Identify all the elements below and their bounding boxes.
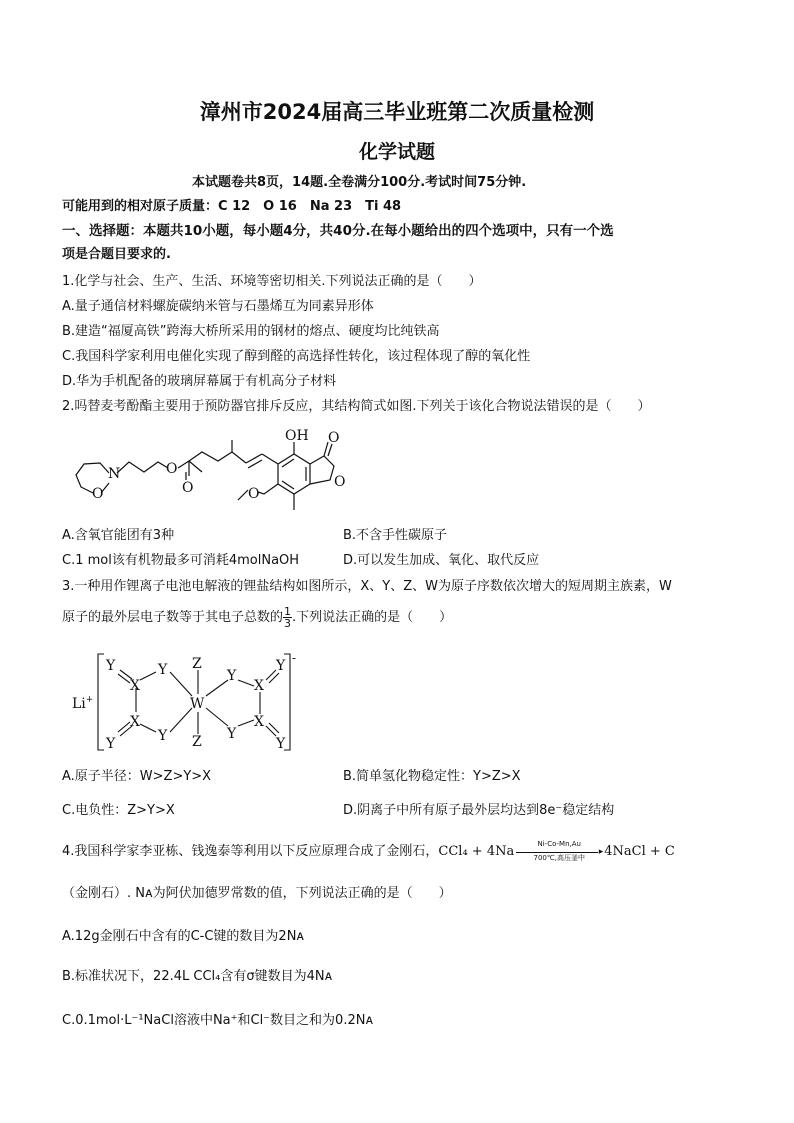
atom-o-carbonyl: O	[182, 480, 194, 496]
atom-o-ester: O	[166, 461, 178, 477]
atom-x2: X	[130, 714, 140, 730]
benzene-ring	[278, 454, 310, 494]
atom-n: N	[108, 466, 121, 482]
q3-option-b: B.简单氢化物稳定性：Y>Z>X	[343, 769, 521, 784]
ester-bond	[178, 461, 202, 472]
ch2-link	[262, 454, 278, 464]
atom-y4: Y	[158, 728, 168, 744]
arrow-condition-bottom: 700℃,高压釜中	[533, 854, 585, 862]
atom-o-lactone: O	[334, 474, 346, 490]
atom-oh: OH	[285, 428, 309, 444]
q4-product: 4NaCl + C	[604, 844, 675, 859]
lactone-ring	[310, 456, 334, 484]
q3-stem-line1: 3.一种用作锂离子电池电解液的锂盐结构如图所示，X、Y、Z、W为原子序数依次增大的短周期主族素，W	[62, 579, 672, 594]
atomic-mass-line	[62, 198, 401, 216]
label-li	[72, 695, 93, 712]
bond-y-x-bottom-left-double	[118, 722, 130, 732]
atom-y1: Y	[106, 658, 116, 674]
subject-title: 化学试题	[358, 141, 435, 163]
bond-y-w-top-left	[170, 672, 192, 696]
bond-x-y-top-right-double	[269, 673, 279, 683]
arrow-condition-top: Ni-Co-Mn,Au	[537, 840, 581, 848]
q2-option-a: A.含氧官能团有3种	[62, 528, 175, 543]
exam-title: 漳州市2024届高三毕业班第二次质量检测	[199, 100, 595, 124]
atom-w: W	[190, 696, 205, 712]
atom-y3: Y	[106, 736, 116, 752]
q3-stem-line2	[62, 606, 452, 629]
atom-z2: Z	[192, 734, 202, 750]
atom-x1: X	[130, 678, 140, 694]
atom-z1: Z	[192, 656, 202, 672]
ethyl-chain	[117, 462, 168, 473]
atomic-mass-values: C 12 O 16 Na 23 Ti 48	[218, 199, 402, 214]
atom-y6: Y	[276, 658, 286, 674]
q4-option-a: A.12g金刚石中含有的C-C键的数目为2Nᴀ	[62, 929, 305, 944]
bond-y-x-top-left-double	[118, 674, 130, 683]
q4-option-b: B.标准状况下，22.4L CCl₄含有σ键数目为4Nᴀ	[62, 969, 333, 984]
q2-structure-diagram	[62, 428, 372, 523]
li-symbol: Li	[72, 696, 86, 712]
li-charge: +	[85, 695, 94, 705]
bond-x-y-bottom-right	[266, 726, 276, 736]
atom-o-ring: O	[92, 486, 104, 502]
q2-stem: 2.吗替麦考酚酯主要用于预防器官排斥反应，其结构简式如图.下列关于该化合物说法错误的是（ ）	[62, 399, 651, 414]
fraction-denominator: 3	[284, 617, 292, 630]
q3-stem-post: .下列说法正确的是（ ）	[292, 610, 453, 625]
atom-y2: Y	[158, 662, 168, 678]
arrow-shaft	[516, 852, 598, 853]
bond-x-y-top	[140, 672, 156, 680]
q1-option-d: D.华为手机配备的玻璃屏幕属于有机高分子材料	[62, 374, 337, 389]
q1-option-a: A.量子通信材料螺旋碳纳米管与石墨烯互为同素异形体	[62, 299, 374, 314]
bond-w-y-top-right	[206, 680, 228, 696]
q3-option-c: C.电负性：Z>Y>X	[62, 803, 175, 818]
q2-option-c: C.1 mol该有机物最多可消耗4molNaOH	[62, 553, 300, 568]
bond-y-w-bottom-left	[170, 708, 192, 732]
q4-stem-line1	[62, 840, 675, 862]
q2-option-b: B.不含手性碳原子	[343, 528, 448, 543]
reaction-arrow	[514, 840, 604, 862]
q2-option-d: D.可以发生加成、氧化、取代反应	[343, 553, 540, 568]
q4-stem-line2: （金刚石）. Nᴀ为阿伏加德罗常数的值，下列说法正确的是（ ）	[62, 886, 452, 901]
bond-x-y-top-right	[266, 670, 276, 680]
bond-x-y-bottom-right-double	[269, 723, 279, 733]
methoxy-methyl	[238, 490, 248, 500]
atom-o-methoxy: O	[248, 486, 260, 502]
q1-stem: 1.化学与社会、生产、生活、环境等密切相关.下列说法正确的是（ ）	[62, 274, 482, 289]
arrow-head-icon: ▸	[598, 847, 604, 857]
bracket-left	[98, 654, 104, 750]
q3-structure-diagram	[70, 650, 310, 755]
atom-y5: Y	[227, 668, 237, 684]
bond-x-y-bottom	[140, 724, 156, 732]
exam-info: 本试题卷共8页，14题.全卷满分100分.考试时间75分钟.	[192, 175, 527, 190]
section-heading-line1: 一、选择题：本题共10小题，每小题4分，共40分.在每小题给出的四个选项中，只有一个选	[62, 223, 614, 239]
atom-x4: X	[254, 714, 264, 730]
bond-y-x-bottom-right	[238, 720, 254, 726]
fraction-numerator: 1	[284, 605, 292, 618]
q4-stem-pre: 4.我国科学家李亚栋、钱逸泰等利用以下反应原理合成了金刚石，	[62, 844, 439, 859]
atom-y7: Y	[227, 726, 237, 742]
atomic-mass-label: 可能用到的相对原子质量：	[62, 199, 219, 214]
q1-option-c: C.我国科学家利用电催化实现了醇到醛的高选择性转化，该过程体现了醇的氧化性	[62, 349, 531, 364]
q3-stem-pre: 原子的最外层电子数等于其电子总数的	[62, 610, 284, 625]
atom-y8: Y	[276, 736, 286, 752]
q3-option-a: A.原子半径：W>Z>Y>X	[62, 769, 212, 784]
q4-reactant: CCl₄ + 4Na	[438, 844, 515, 859]
q3-option-d: D.阴离子中所有原子最外层均达到8e⁻稳定结构	[343, 803, 615, 818]
one-third-fraction	[283, 606, 292, 629]
methoxy-bond	[258, 484, 278, 494]
anion-charge: -	[292, 651, 297, 665]
alkyl-chain	[189, 452, 246, 463]
q4-option-c: C.0.1mol·L⁻¹NaCl溶液中Na⁺和Cl⁻数目之和为0.2Nᴀ	[62, 1013, 374, 1028]
atom-o-carbonyl2: O	[328, 430, 340, 446]
bond-y-x-top-right	[238, 680, 254, 686]
bond-w-y-bottom-right	[206, 708, 228, 726]
q1-option-b: B.建造“福厦高铁”跨海大桥所采用的钢材的熔点、硬度均比纯铁高	[62, 324, 440, 339]
atom-x3: X	[254, 678, 264, 694]
section-heading-line2: 项是合题目要求的.	[62, 247, 171, 262]
